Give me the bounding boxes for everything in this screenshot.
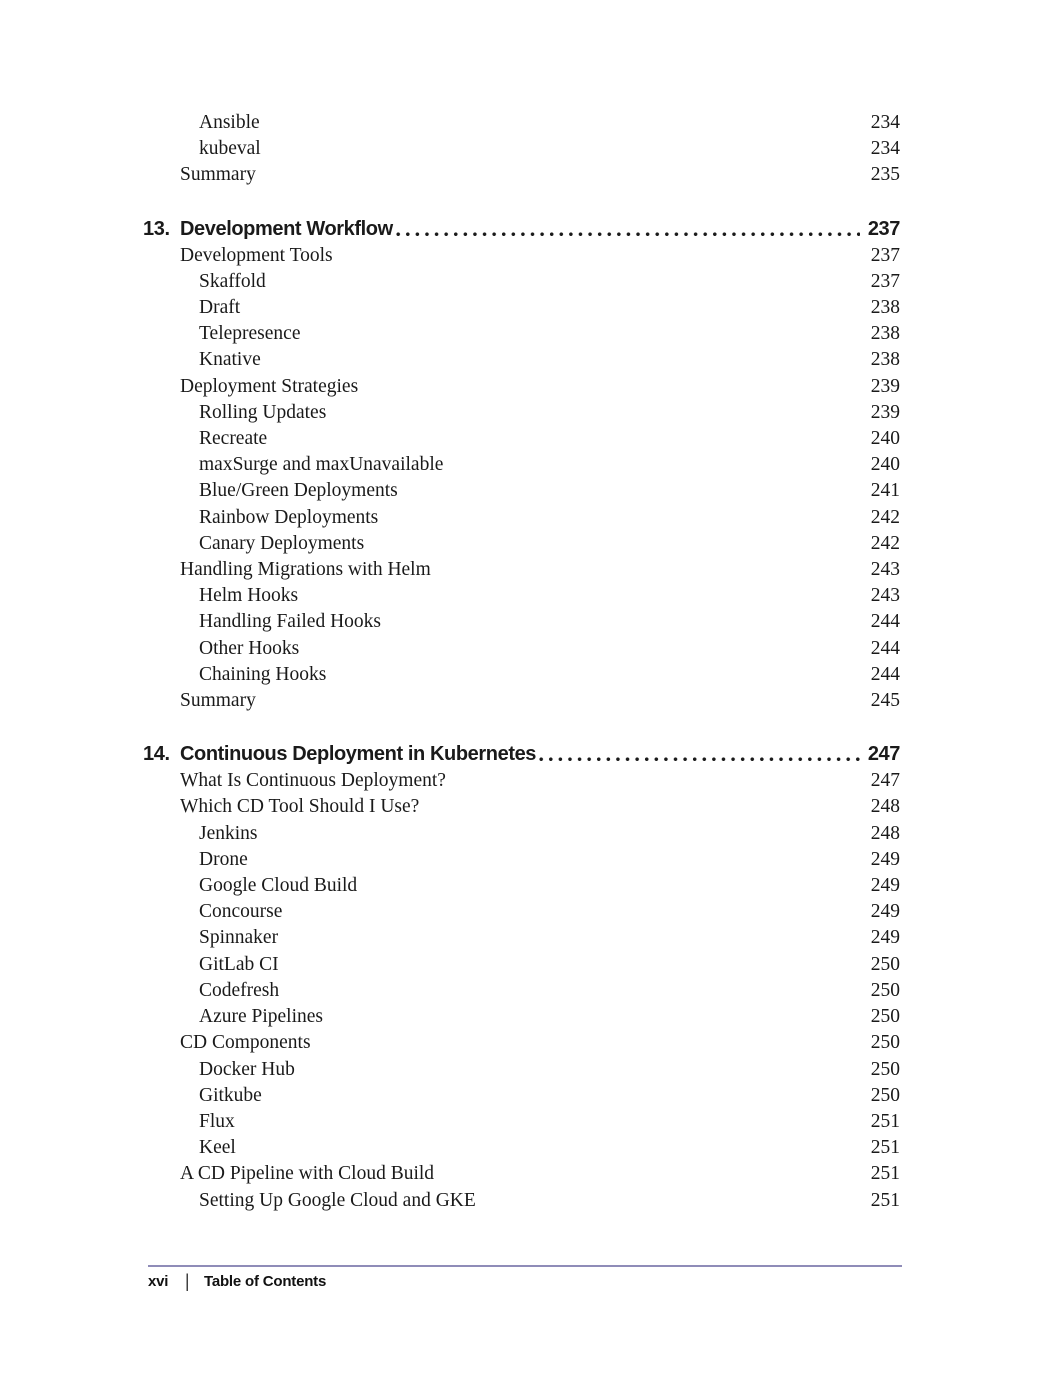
entry-label: Deployment Strategies [180, 375, 359, 397]
entry-page-number: 249 [870, 848, 900, 870]
toc-entry [143, 478, 900, 504]
toc-entry [143, 1004, 900, 1030]
entry-page-number: 250 [870, 1058, 900, 1080]
entry-page-number: 240 [870, 454, 900, 476]
entry-page-number: 250 [870, 1006, 900, 1028]
entry-label: Docker Hub [199, 1058, 295, 1080]
entry-page-number: 235 [870, 164, 900, 186]
dot-leader [396, 232, 860, 237]
entry-page-number: 239 [870, 401, 900, 423]
footer-section-title: Table of Contents [203, 1273, 327, 1290]
page-footer [148, 1270, 327, 1293]
entry-label: kubeval [199, 138, 261, 160]
entry-page-number: 244 [870, 663, 900, 685]
entry-label: Codefresh [199, 979, 280, 1001]
toc-entry [143, 321, 900, 347]
toc-entry [143, 243, 900, 269]
entry-label: A CD Pipeline with Cloud Build [180, 1163, 435, 1185]
chapter-page-number: 247 [867, 743, 900, 766]
entry-label: Which CD Tool Should I Use? [180, 796, 420, 818]
toc-entry [143, 162, 900, 188]
entry-page-number: 237 [870, 270, 900, 292]
toc-entry [143, 136, 900, 162]
entry-page-number: 248 [870, 822, 900, 844]
entry-page-number: 250 [870, 1084, 900, 1106]
chapter-title: Development Workflow [180, 217, 393, 240]
entry-page-number: 251 [870, 1163, 900, 1185]
chapter-number: 14. [143, 743, 170, 766]
entry-label: GitLab CI [199, 953, 279, 975]
toc-entry [143, 1109, 900, 1135]
entry-label: Keel [199, 1137, 236, 1159]
entry-page-number: 247 [870, 770, 900, 792]
toc-entry [143, 925, 900, 951]
table-of-contents [143, 110, 900, 1214]
footer-rule [148, 1265, 902, 1267]
toc-entry [143, 426, 900, 452]
chapter-title: Continuous Deployment in Kubernetes [180, 743, 537, 766]
entry-page-number: 238 [870, 297, 900, 319]
entry-label: Spinnaker [199, 927, 279, 949]
toc-chapter-heading [143, 740, 900, 768]
entry-page-number: 251 [870, 1110, 900, 1132]
chapter-number: 13. [143, 217, 170, 240]
toc-entry [143, 269, 900, 295]
entry-label: Recreate [199, 428, 268, 450]
entry-page-number: 237 [870, 244, 900, 266]
footer-page-number: xvi [148, 1273, 169, 1290]
entry-label: Rolling Updates [199, 401, 327, 423]
toc-entry [143, 688, 900, 714]
entry-label: Gitkube [199, 1084, 262, 1106]
entry-label: Ansible [199, 112, 260, 133]
entry-page-number: 242 [870, 532, 900, 554]
entry-page-number: 243 [870, 559, 900, 581]
entry-label: Azure Pipelines [199, 1006, 324, 1028]
toc-entry [143, 873, 900, 899]
toc-entry [143, 1083, 900, 1109]
chapter-page-number: 237 [867, 217, 900, 240]
entry-page-number: 244 [870, 637, 900, 659]
entry-page-number: 238 [870, 323, 900, 345]
entry-label: Development Tools [180, 244, 333, 266]
toc-entry [143, 1188, 900, 1214]
entry-label: CD Components [180, 1032, 311, 1054]
entry-page-number: 249 [870, 927, 900, 949]
entry-page-number: 240 [870, 428, 900, 450]
entry-label: Telepresence [199, 323, 301, 345]
entry-page-number: 250 [870, 953, 900, 975]
toc-entry [143, 1135, 900, 1161]
entry-label: Other Hooks [199, 637, 300, 659]
toc-entry [143, 768, 900, 794]
entry-page-number: 239 [870, 375, 900, 397]
entry-label: Setting Up Google Cloud and GKE [199, 1189, 476, 1211]
toc-entry [143, 1030, 900, 1056]
toc-entry [143, 662, 900, 688]
dot-leader [539, 757, 860, 762]
entry-page-number: 248 [870, 796, 900, 818]
toc-entry [143, 110, 900, 136]
entry-page-number: 249 [870, 901, 900, 923]
entry-label: Google Cloud Build [199, 875, 358, 897]
entry-label: Flux [199, 1110, 235, 1132]
entry-page-number: 249 [870, 875, 900, 897]
entry-label: Handling Migrations with Helm [180, 559, 431, 581]
toc-entry [143, 899, 900, 925]
toc-entry [143, 583, 900, 609]
entry-page-number: 234 [870, 112, 900, 133]
entry-label: Handling Failed Hooks [199, 611, 381, 633]
footer-separator: | [185, 1270, 189, 1293]
toc-entry [143, 609, 900, 635]
entry-label: maxSurge and maxUnavailable [199, 454, 444, 476]
toc-entry [143, 794, 900, 820]
entry-page-number: 250 [870, 979, 900, 1001]
toc-entry [143, 557, 900, 583]
toc-entry [143, 978, 900, 1004]
toc-entry [143, 452, 900, 478]
entry-label: Jenkins [199, 822, 258, 844]
entry-label: Rainbow Deployments [199, 506, 379, 528]
toc-entry [143, 347, 900, 373]
toc-chapter-heading [143, 215, 900, 243]
entry-label: Concourse [199, 901, 283, 923]
entry-label: Canary Deployments [199, 532, 365, 554]
entry-page-number: 251 [870, 1137, 900, 1159]
entry-label: Chaining Hooks [199, 663, 327, 685]
entry-label: Skaffold [199, 270, 266, 292]
toc-entry [143, 505, 900, 531]
entry-label: Summary [180, 164, 256, 186]
toc-entry [143, 531, 900, 557]
toc-entry [143, 1057, 900, 1083]
entry-label: What Is Continuous Deployment? [180, 770, 446, 792]
entry-label: Summary [180, 690, 256, 712]
toc-entry [143, 821, 900, 847]
entry-page-number: 244 [870, 611, 900, 633]
entry-label: Helm Hooks [199, 585, 299, 607]
entry-page-number: 245 [870, 690, 900, 712]
entry-page-number: 238 [870, 349, 900, 371]
toc-entry [143, 400, 900, 426]
entry-page-number: 242 [870, 506, 900, 528]
entry-page-number: 250 [870, 1032, 900, 1054]
entry-page-number: 241 [870, 480, 900, 502]
entry-label: Drone [199, 848, 248, 870]
toc-entry [143, 1161, 900, 1187]
entry-page-number: 243 [870, 585, 900, 607]
entry-label: Draft [199, 297, 241, 319]
toc-entry [143, 952, 900, 978]
toc-entry [143, 374, 900, 400]
entry-page-number: 234 [870, 138, 900, 160]
toc-entry [143, 636, 900, 662]
entry-label: Blue/Green Deployments [199, 480, 398, 502]
entry-label: Knative [199, 349, 261, 371]
entry-page-number: 251 [870, 1189, 900, 1211]
toc-entry [143, 295, 900, 321]
toc-entry [143, 847, 900, 873]
